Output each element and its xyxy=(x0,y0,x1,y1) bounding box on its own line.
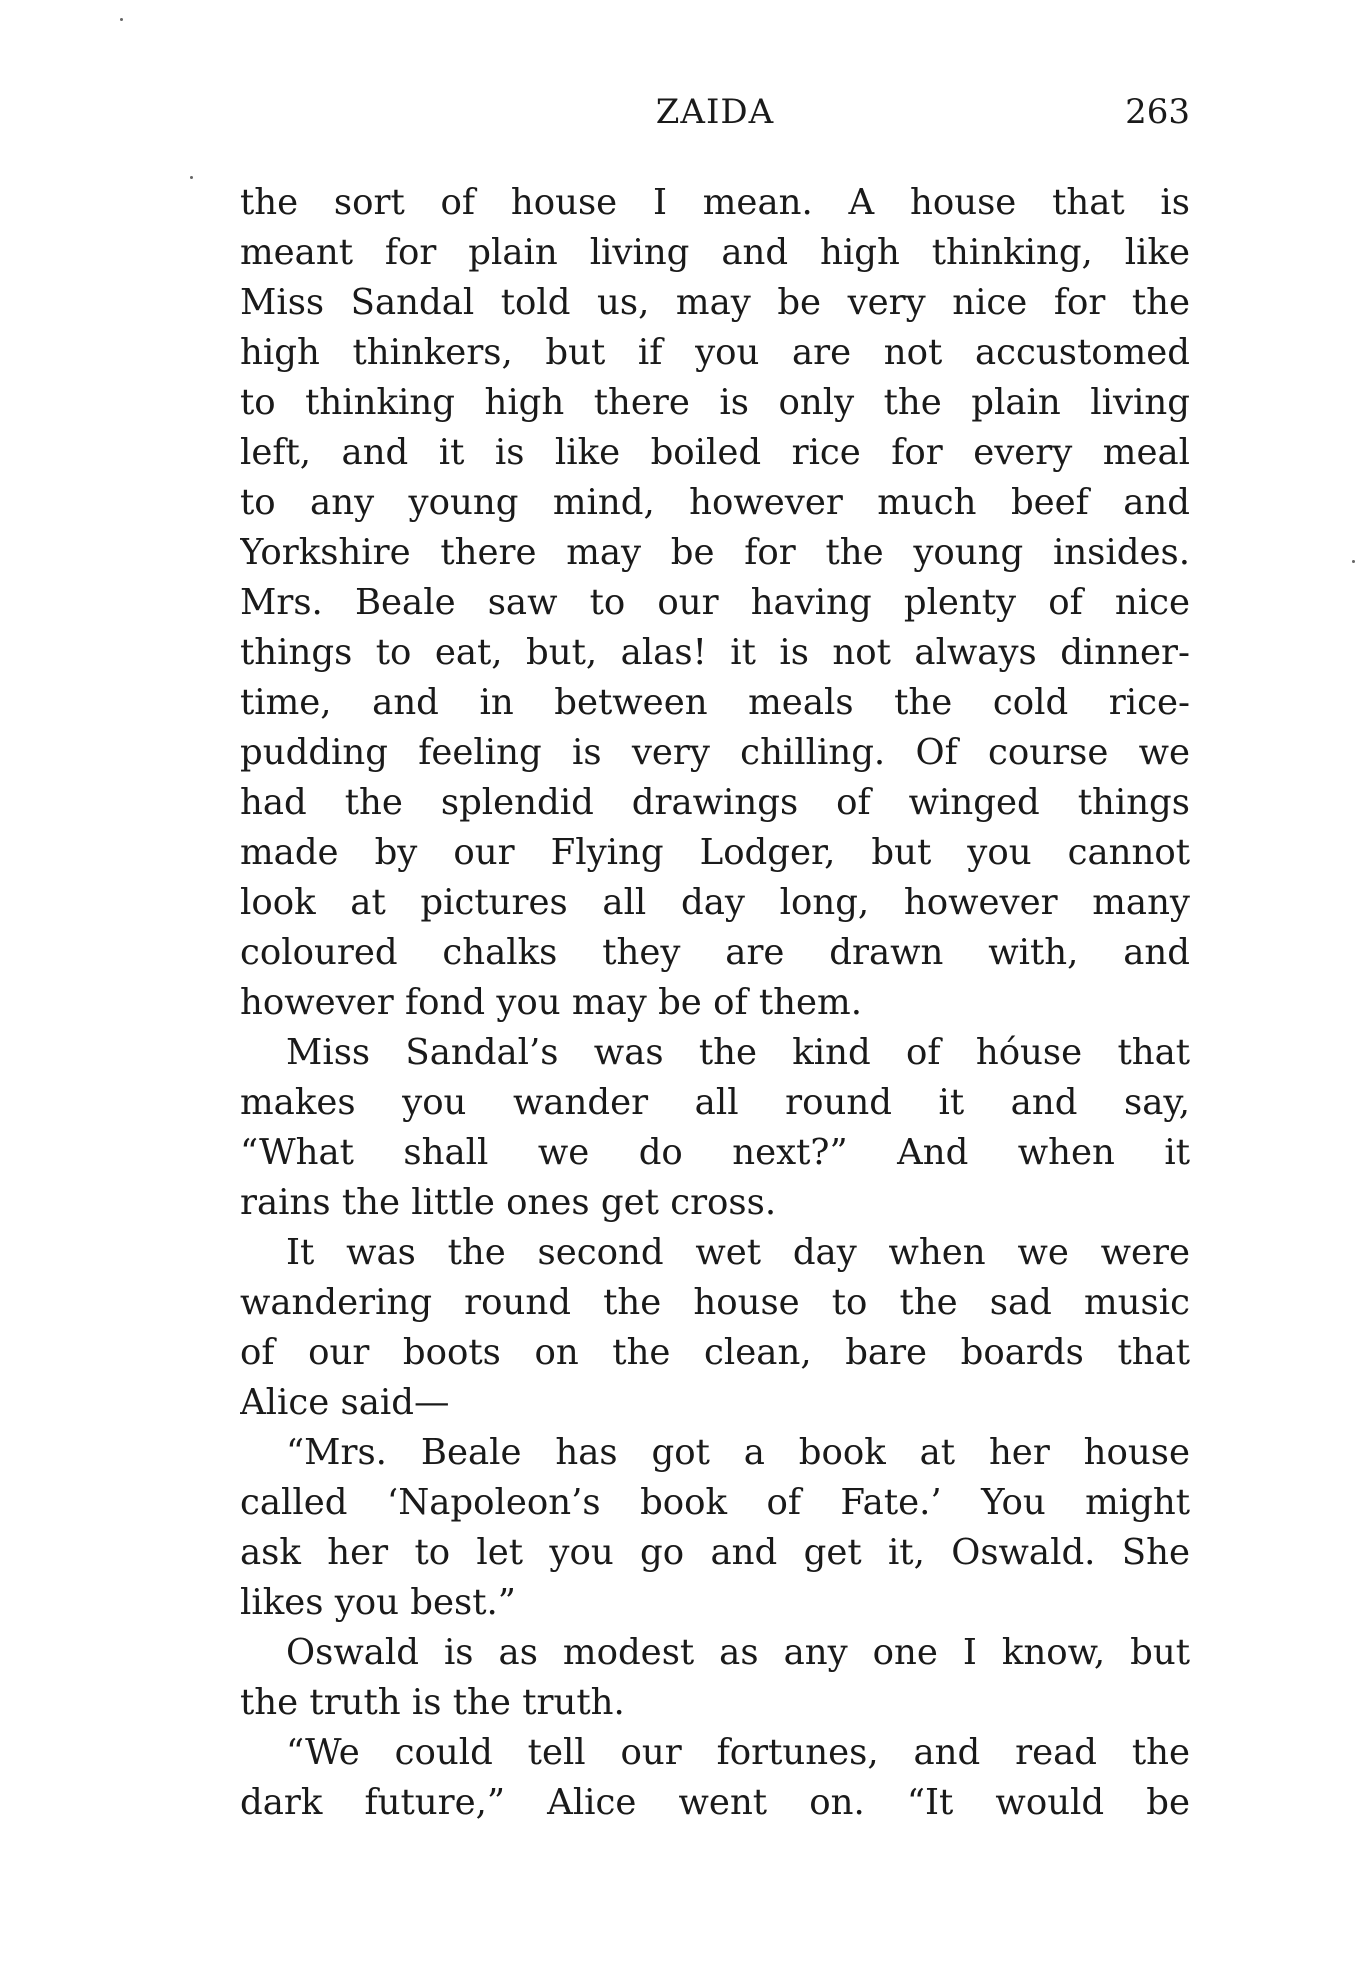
text-line: Oswald is as modest as any one I know, but xyxy=(286,1632,1190,1673)
text-line: It was the second wet day when we were xyxy=(286,1232,1190,1273)
text-line: “We could tell our fortunes, and read the xyxy=(286,1732,1190,1773)
scan-speck xyxy=(120,18,123,21)
text-line: likes you best.” xyxy=(240,1582,516,1623)
text-line: Yorkshire there may be for the young insides. xyxy=(240,532,1190,573)
text-line: time, and in between meals the cold rice- xyxy=(240,682,1190,723)
text-line: look at pictures all day long, however many xyxy=(240,882,1190,923)
page-number: 263 xyxy=(1125,92,1190,132)
text-line: however fond you may be of them. xyxy=(240,982,862,1023)
text-line: to thinking high there is only the plain living xyxy=(240,382,1190,423)
text-line: of our boots on the clean, bare boards that xyxy=(240,1332,1190,1373)
text-line: meant for plain living and high thinking, like xyxy=(240,232,1190,273)
text-line: Alice said— xyxy=(240,1382,450,1423)
text-line: coloured chalks they are drawn with, and xyxy=(240,932,1190,973)
text-line: rains the little ones get cross. xyxy=(240,1182,777,1223)
text-line: the sort of house I mean. A house that is xyxy=(240,182,1190,223)
text-line: dark future,” Alice went on. “It would be xyxy=(240,1782,1190,1823)
text-line: things to eat, but, alas! it is not always dinner- xyxy=(240,632,1190,673)
text-line: “Mrs. Beale has got a book at her house xyxy=(286,1432,1190,1473)
text-line: pudding feeling is very chilling. Of course we xyxy=(240,732,1190,773)
text-line: made by our Flying Lodger, but you cannot xyxy=(240,832,1190,873)
text-line: high thinkers, but if you are not accustomed xyxy=(240,332,1190,373)
scan-speck xyxy=(190,176,193,179)
text-line: Mrs. Beale saw to our having plenty of nice xyxy=(240,582,1190,623)
text-line: ask her to let you go and get it, Oswald. She xyxy=(240,1532,1190,1573)
scan-speck xyxy=(1352,560,1355,563)
running-head xyxy=(240,82,1190,142)
running-title: ZAIDA xyxy=(655,92,775,132)
text-line: “What shall we do next?” And when it xyxy=(240,1132,1190,1173)
text-line: makes you wander all round it and say, xyxy=(240,1082,1190,1123)
text-line: to any young mind, however much beef and xyxy=(240,482,1190,523)
text-line: had the splendid drawings of winged things xyxy=(240,782,1190,823)
text-line: Miss Sandal told us, may be very nice for the xyxy=(240,282,1190,323)
text-line: wandering round the house to the sad music xyxy=(240,1282,1190,1323)
body-text xyxy=(240,178,1190,1828)
text-line: left, and it is like boiled rice for every meal xyxy=(240,432,1190,473)
text-line: the truth is the truth. xyxy=(240,1682,625,1723)
text-line: called ‘Napoleon’s book of Fate.’ You might xyxy=(240,1482,1190,1523)
text-line: Miss Sandal’s was the kind of hóuse that xyxy=(286,1032,1190,1073)
